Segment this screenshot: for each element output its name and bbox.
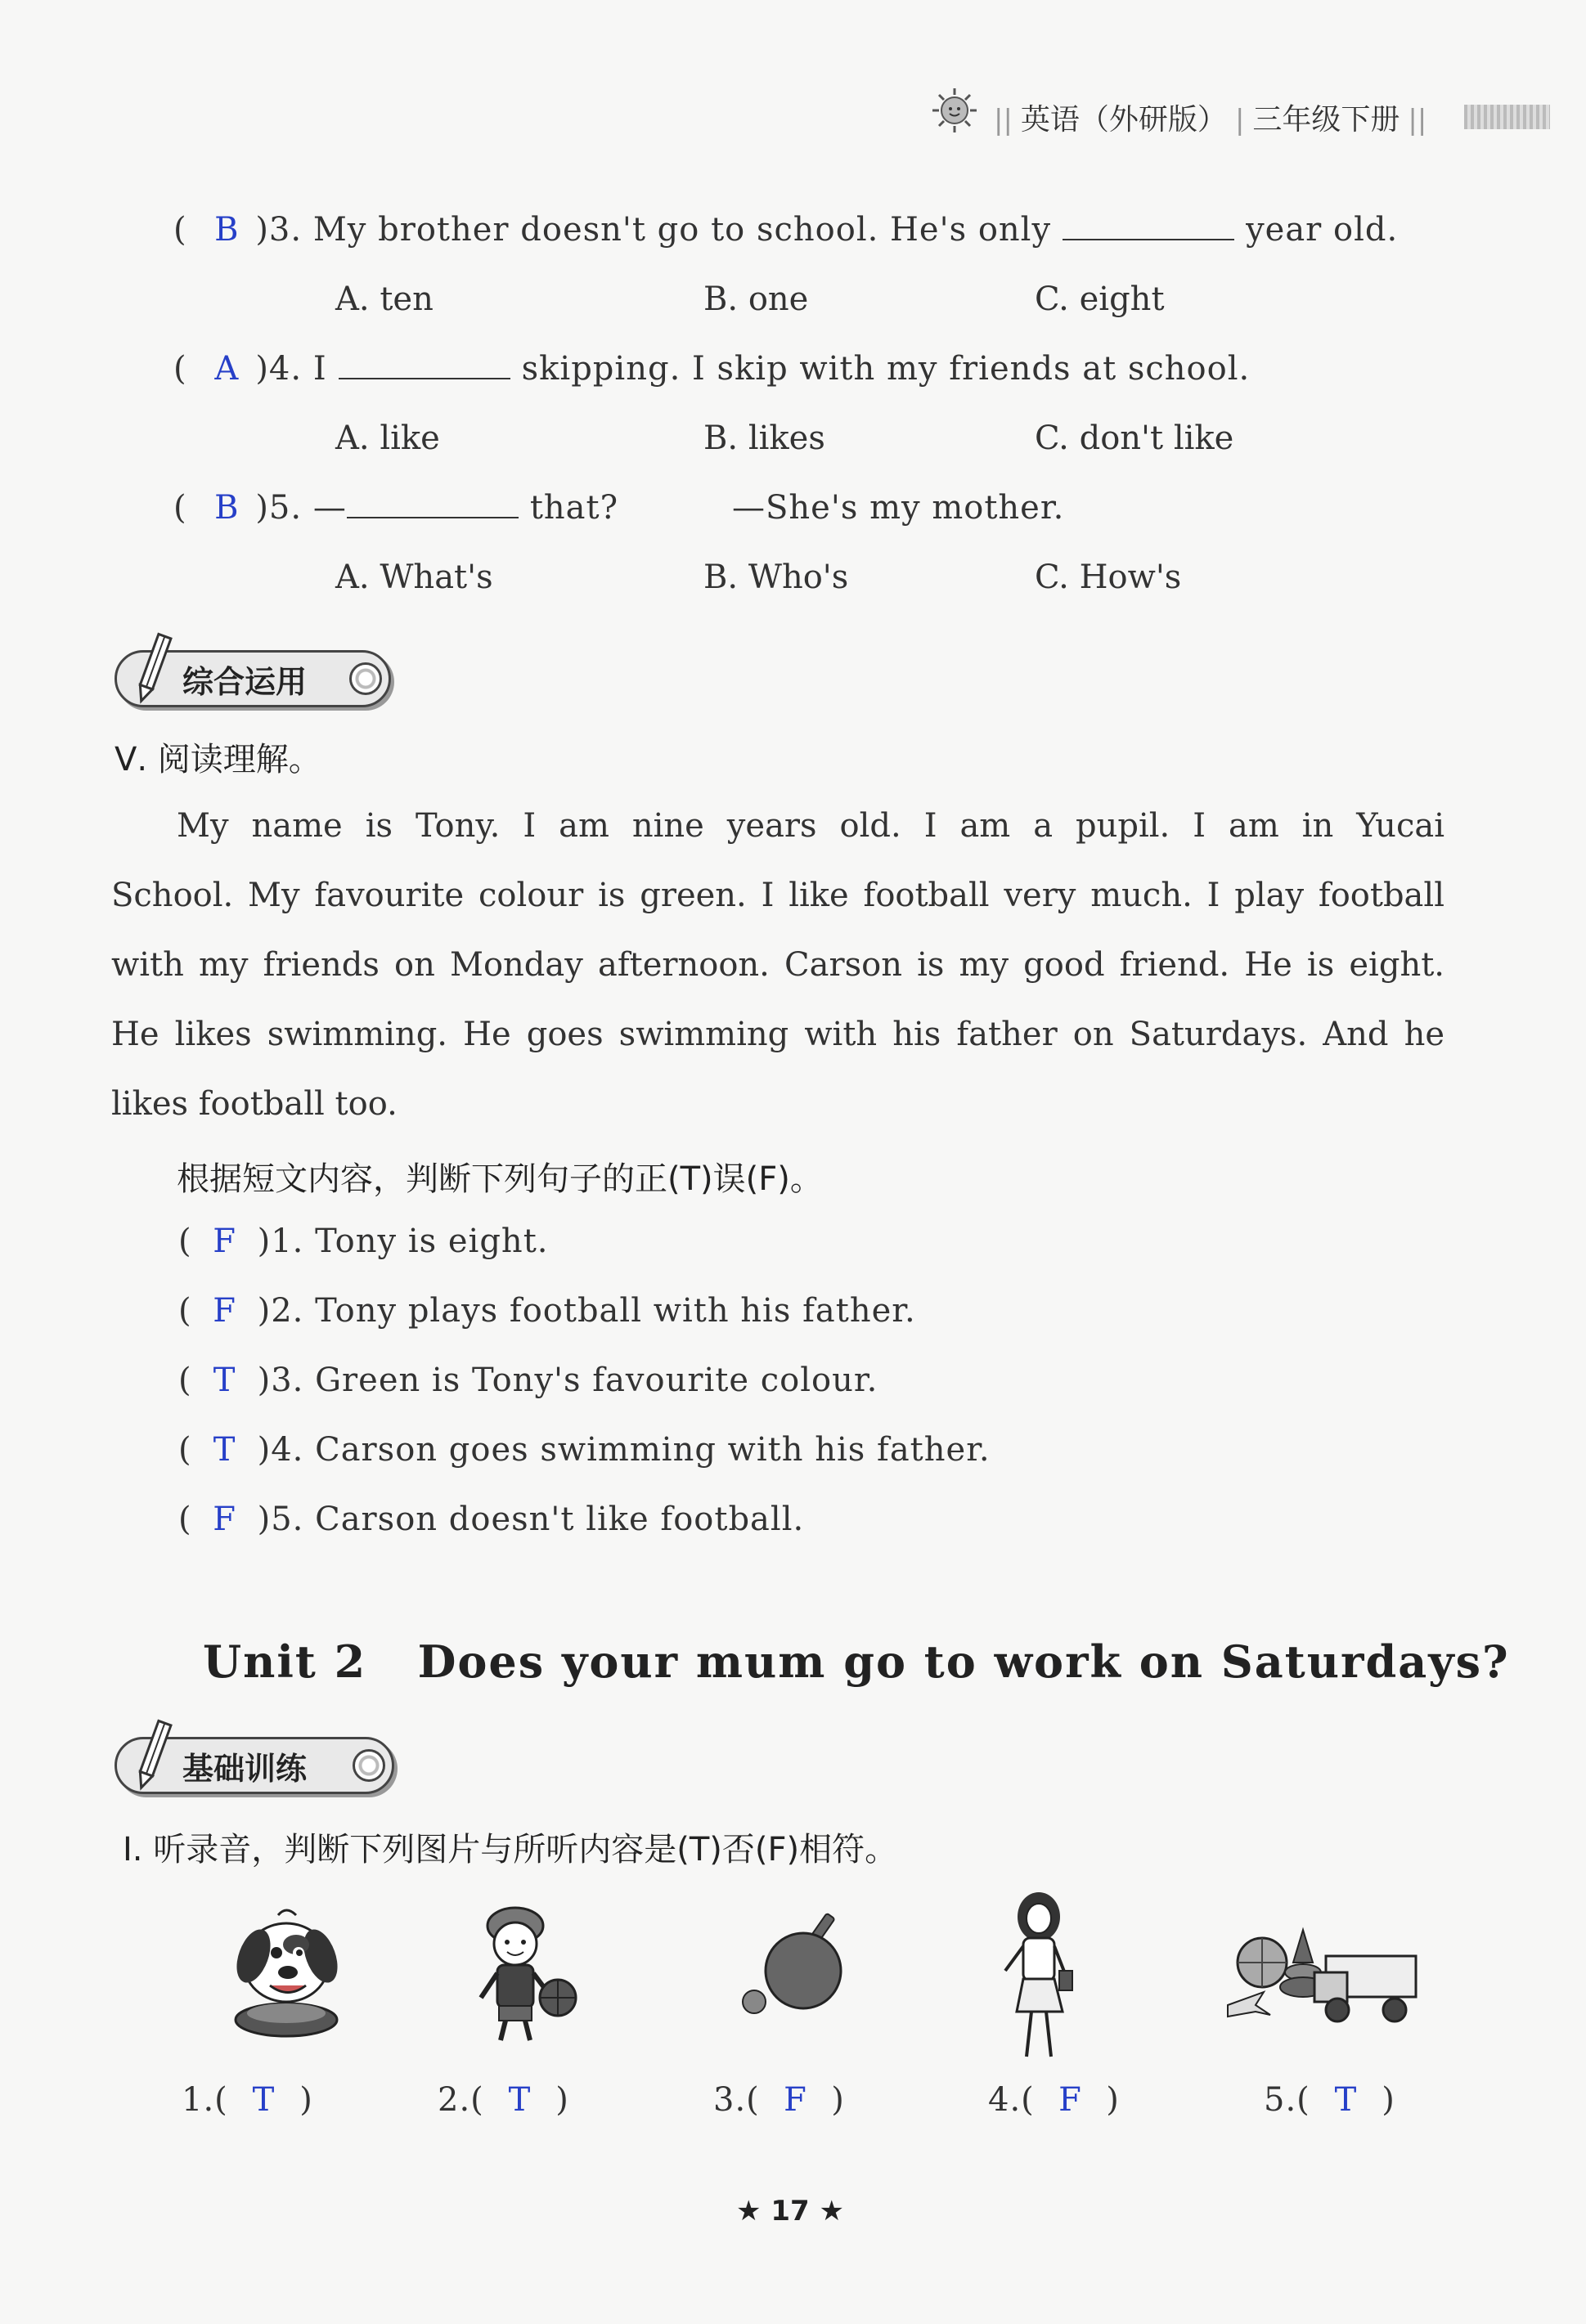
divider: ||	[1408, 104, 1427, 137]
pencil-icon	[132, 630, 176, 708]
ring-icon	[353, 1749, 385, 1782]
answer-mark: A	[214, 350, 240, 388]
answer-mark: B	[214, 489, 240, 527]
paren-open: (	[178, 1223, 192, 1260]
question-row	[173, 350, 1250, 388]
dog-with-meat-icon	[221, 1905, 352, 2044]
section-banner-comprehensive	[115, 650, 391, 707]
star-icon: ★	[736, 2195, 762, 2228]
page-number-value: 17	[771, 2195, 810, 2228]
tf-text: )2. Tony plays football with his father.	[257, 1292, 916, 1330]
answer-mark: F	[213, 1501, 236, 1538]
question-text: —	[312, 489, 347, 527]
paren-open: (	[178, 1501, 192, 1538]
part-v-heading: Ⅴ. 阅读理解。	[115, 741, 321, 778]
answer-mark: B	[214, 211, 240, 249]
picture-answer: 4.( F )	[988, 2081, 1120, 2119]
paren-open: (	[178, 1292, 192, 1330]
tf-text: )3. Green is Tony's favourite colour.	[257, 1362, 878, 1399]
answer-blank	[1063, 211, 1234, 240]
pencil-icon	[132, 1716, 176, 1795]
running-header	[986, 96, 1435, 138]
woman-walking-icon	[994, 1889, 1084, 2065]
answer-mark: T	[508, 2081, 532, 2119]
paren-open: (	[173, 211, 187, 249]
boy-with-basketball-icon	[458, 1901, 581, 2048]
question-row	[173, 489, 618, 527]
tf-item	[178, 1292, 916, 1330]
option-a: A. What's	[335, 559, 493, 596]
question-text: My brother doesn't go to school. He's only	[312, 211, 1052, 249]
question-row	[173, 211, 1398, 249]
option-b: B. likes	[703, 419, 825, 457]
answer-mark: F	[213, 1223, 236, 1260]
tf-text: )4. Carson goes swimming with his father.	[257, 1431, 991, 1469]
question-text-end: skipping. I skip with my friends at school.	[521, 350, 1251, 388]
question-number: )5.	[255, 489, 303, 527]
page-number	[736, 2195, 844, 2228]
passage-line: School. My favourite colour is green. I like football very much. I play football	[111, 877, 1444, 914]
part-i-heading: Ⅰ. 听录音，判断下列图片与所听内容是(T)否(F)相符。	[123, 1831, 898, 1869]
tf-item	[178, 1362, 878, 1399]
picture-answer: 3.( F )	[713, 2081, 845, 2119]
question-text-end: year old.	[1246, 211, 1399, 249]
paren-open: (	[173, 350, 187, 388]
banner-label: 综合运用	[182, 663, 308, 700]
question-number: )4.	[255, 350, 303, 388]
option-c: C. How's	[1035, 559, 1182, 596]
section-banner-basic	[115, 1737, 394, 1794]
item-number: 4.	[988, 2081, 1022, 2119]
divider: ||	[994, 104, 1013, 137]
paren-open: (	[173, 489, 187, 527]
option-a: A. like	[335, 419, 440, 457]
answer-mark: F	[1058, 2081, 1082, 2119]
picture-answer: 1.( T )	[182, 2081, 313, 2119]
passage-line: with my friends on Monday afternoon. Carson is my good friend. He is eight.	[111, 946, 1444, 984]
subject-label: 英语（外研版）	[1020, 103, 1227, 137]
tf-text: )5. Carson doesn't like football.	[257, 1501, 805, 1538]
ring-icon	[349, 662, 382, 695]
passage-line: My name is Tony. I am nine years old. I am a pupil. I am in Yucai	[177, 807, 1444, 845]
answer-mark: T	[1334, 2081, 1358, 2119]
passage-line: He likes swimming. He goes swimming with his father on Saturdays. And he	[111, 1016, 1444, 1053]
divider: |	[1234, 104, 1245, 137]
question-text-end: that?	[529, 489, 619, 527]
paren-open: (	[178, 1362, 192, 1399]
picture-answer: 2.( T )	[438, 2081, 569, 2119]
item-number: 2.	[438, 2081, 471, 2119]
passage-line: likes football too.	[111, 1085, 398, 1123]
question-number: )3.	[255, 211, 303, 249]
tf-item	[178, 1431, 991, 1469]
item-number: 3.	[713, 2081, 747, 2119]
option-a: A. ten	[335, 280, 434, 318]
item-number: 1.	[182, 2081, 215, 2119]
question-text: I	[312, 350, 327, 388]
grade-label: 三年级下册	[1252, 103, 1400, 137]
answer-blank	[347, 489, 519, 518]
option-c: C. don't like	[1035, 419, 1234, 457]
answer-mark: T	[213, 1431, 236, 1469]
tf-item	[178, 1223, 548, 1260]
ping-pong-icon	[736, 1905, 859, 2036]
sun-logo-icon	[931, 87, 978, 134]
banner-label: 基础训练	[182, 1750, 308, 1787]
option-b: B. Who's	[703, 559, 849, 596]
answer-blank	[339, 350, 510, 379]
toys-icon	[1223, 1913, 1435, 2036]
unit-title: Unit 2 Does your mum go to work on Saturdays?	[203, 1635, 1510, 1688]
picture-answer: 5.( T )	[1264, 2081, 1395, 2119]
item-number: 5.	[1264, 2081, 1297, 2119]
star-icon: ★	[819, 2195, 844, 2228]
option-b: B. one	[703, 280, 809, 318]
paren-open: (	[178, 1431, 192, 1469]
answer-mark: T	[252, 2081, 276, 2119]
part-v-instruction: 根据短文内容，判断下列句子的正(T)误(F)。	[177, 1160, 823, 1198]
option-c: C. eight	[1035, 280, 1165, 318]
tf-item	[178, 1501, 804, 1538]
answer-mark: T	[213, 1362, 236, 1399]
reply-text: —She's my mother.	[732, 489, 1065, 527]
answer-mark: F	[213, 1292, 236, 1330]
answer-mark: F	[784, 2081, 807, 2119]
header-strip	[1464, 105, 1550, 129]
tf-text: )1. Tony is eight.	[257, 1223, 549, 1260]
